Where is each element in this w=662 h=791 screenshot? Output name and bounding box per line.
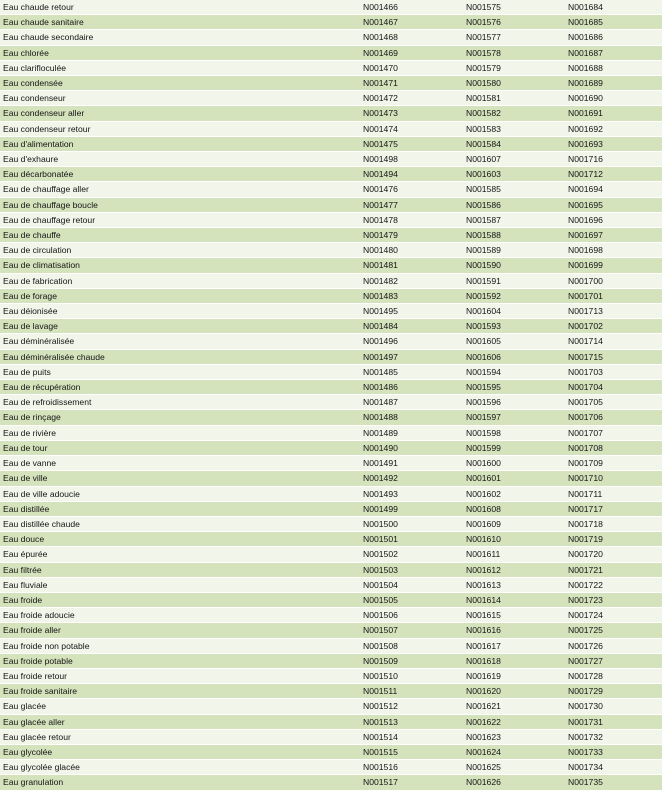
code-cell-2: N001586 [463,197,565,212]
code-cell-2: N001613 [463,577,565,592]
code-cell-3: N001692 [565,121,662,136]
code-cell-2: N001579 [463,60,565,75]
code-cell-1: N001515 [360,744,463,759]
table-row [0,562,662,577]
table-row [0,760,662,775]
code-cell-2: N001589 [463,243,565,258]
code-cell-1: N001488 [360,410,463,425]
fluid-name-cell: Eau froide aller [0,623,360,638]
code-cell-1: N001494 [360,167,463,182]
table-row [0,45,662,60]
code-cell-1: N001486 [360,380,463,395]
code-cell-1: N001472 [360,91,463,106]
table-row [0,714,662,729]
code-cell-2: N001606 [463,349,565,364]
fluid-name-cell: Eau chlorée [0,45,360,60]
code-cell-3: N001701 [565,288,662,303]
table-row [0,501,662,516]
code-cell-2: N001594 [463,364,565,379]
code-cell-1: N001469 [360,45,463,60]
code-cell-1: N001495 [360,304,463,319]
code-cell-1: N001475 [360,136,463,151]
code-cell-1: N001491 [360,456,463,471]
fluid-name-cell: Eau chaude sanitaire [0,15,360,30]
code-cell-2: N001615 [463,608,565,623]
code-cell-3: N001733 [565,744,662,759]
code-cell-1: N001490 [360,440,463,455]
code-cell-3: N001691 [565,106,662,121]
table-row [0,684,662,699]
code-cell-3: N001690 [565,91,662,106]
code-cell-3: N001706 [565,410,662,425]
code-cell-1: N001478 [360,212,463,227]
code-cell-2: N001600 [463,456,565,471]
code-cell-1: N001485 [360,364,463,379]
code-cell-2: N001611 [463,547,565,562]
code-cell-2: N001585 [463,182,565,197]
code-cell-1: N001516 [360,760,463,775]
table-row [0,638,662,653]
code-cell-1: N001492 [360,471,463,486]
table-row [0,744,662,759]
code-cell-3: N001684 [565,0,662,15]
fluid-name-cell: Eau de climatisation [0,258,360,273]
table-row [0,91,662,106]
code-cell-2: N001626 [463,775,565,790]
code-cell-2: N001603 [463,167,565,182]
table-row [0,668,662,683]
code-cell-3: N001713 [565,304,662,319]
fluid-name-cell: Eau de forage [0,288,360,303]
code-cell-3: N001723 [565,592,662,607]
fluid-name-cell: Eau condenseur retour [0,121,360,136]
code-cell-3: N001707 [565,425,662,440]
fluid-name-cell: Eau de rivière [0,425,360,440]
table-row [0,136,662,151]
code-cell-3: N001732 [565,729,662,744]
fluid-name-cell: Eau distillée chaude [0,516,360,531]
code-cell-3: N001724 [565,608,662,623]
fluid-name-cell: Eau fluviale [0,577,360,592]
code-cell-1: N001487 [360,395,463,410]
code-cell-2: N001624 [463,744,565,759]
code-cell-3: N001708 [565,440,662,455]
table-row [0,273,662,288]
fluid-name-cell: Eau froide potable [0,653,360,668]
table-row [0,608,662,623]
code-cell-2: N001578 [463,45,565,60]
code-cell-3: N001686 [565,30,662,45]
code-cell-3: N001719 [565,532,662,547]
code-cell-2: N001621 [463,699,565,714]
code-cell-2: N001618 [463,653,565,668]
code-cell-2: N001583 [463,121,565,136]
code-cell-3: N001725 [565,623,662,638]
code-cell-2: N001588 [463,228,565,243]
table-row [0,623,662,638]
code-cell-2: N001587 [463,212,565,227]
code-cell-1: N001509 [360,653,463,668]
fluid-name-cell: Eau froide adoucie [0,608,360,623]
code-cell-1: N001504 [360,577,463,592]
fluid-name-cell: Eau de rinçage [0,410,360,425]
fluid-name-cell: Eau douce [0,532,360,547]
fluid-name-cell: Eau de vanne [0,456,360,471]
table-row [0,121,662,136]
code-cell-2: N001623 [463,729,565,744]
table-row [0,319,662,334]
code-cell-3: N001716 [565,152,662,167]
table-row [0,60,662,75]
code-cell-1: N001498 [360,152,463,167]
fluid-name-cell: Eau glacée [0,699,360,714]
fluid-name-cell: Eau de puits [0,364,360,379]
fluid-name-cell: Eau de chauffage retour [0,212,360,227]
table-row [0,243,662,258]
code-cell-2: N001605 [463,334,565,349]
code-cell-1: N001484 [360,319,463,334]
code-cell-3: N001714 [565,334,662,349]
fluid-name-cell: Eau de ville [0,471,360,486]
code-cell-1: N001467 [360,15,463,30]
code-cell-1: N001470 [360,60,463,75]
code-cell-3: N001696 [565,212,662,227]
table-row [0,775,662,790]
table-row [0,440,662,455]
code-cell-1: N001466 [360,0,463,15]
code-cell-2: N001596 [463,395,565,410]
code-cell-1: N001473 [360,106,463,121]
fluid-name-cell: Eau déionisée [0,304,360,319]
code-cell-3: N001712 [565,167,662,182]
code-cell-1: N001468 [360,30,463,45]
code-cell-3: N001720 [565,547,662,562]
fluid-name-cell: Eau chaude retour [0,0,360,15]
fluid-name-cell: Eau déminéralisée chaude [0,349,360,364]
table-row [0,471,662,486]
code-cell-1: N001501 [360,532,463,547]
code-cell-3: N001718 [565,516,662,531]
table-row [0,197,662,212]
code-cell-1: N001480 [360,243,463,258]
fluid-name-cell: Eau de récupération [0,380,360,395]
code-cell-1: N001510 [360,668,463,683]
code-cell-1: N001513 [360,714,463,729]
code-cell-1: N001489 [360,425,463,440]
fluid-name-cell: Eau de chauffe [0,228,360,243]
code-cell-3: N001689 [565,76,662,91]
code-cell-2: N001584 [463,136,565,151]
code-cell-3: N001727 [565,653,662,668]
code-cell-2: N001625 [463,760,565,775]
fluid-name-cell: Eau froide retour [0,668,360,683]
code-cell-2: N001604 [463,304,565,319]
code-cell-3: N001702 [565,319,662,334]
fluid-name-cell: Eau de tour [0,440,360,455]
fluid-name-cell: Eau de circulation [0,243,360,258]
code-cell-1: N001476 [360,182,463,197]
code-cell-3: N001688 [565,60,662,75]
code-cell-1: N001507 [360,623,463,638]
code-cell-2: N001590 [463,258,565,273]
fluid-name-cell: Eau de lavage [0,319,360,334]
code-cell-3: N001717 [565,501,662,516]
code-cell-2: N001577 [463,30,565,45]
fluid-name-cell: Eau glacée aller [0,714,360,729]
code-cell-1: N001512 [360,699,463,714]
code-cell-3: N001698 [565,243,662,258]
table-row [0,410,662,425]
fluid-name-cell: Eau condenseur aller [0,106,360,121]
code-cell-2: N001581 [463,91,565,106]
code-cell-1: N001517 [360,775,463,790]
fluid-name-cell: Eau glycolée glacée [0,760,360,775]
code-cell-1: N001499 [360,501,463,516]
code-cell-2: N001616 [463,623,565,638]
code-cell-3: N001734 [565,760,662,775]
code-cell-3: N001703 [565,364,662,379]
table-row [0,76,662,91]
code-cell-2: N001607 [463,152,565,167]
code-cell-3: N001687 [565,45,662,60]
code-cell-2: N001595 [463,380,565,395]
table-row [0,425,662,440]
fluid-name-cell: Eau épurée [0,547,360,562]
table-row [0,288,662,303]
code-cell-2: N001622 [463,714,565,729]
code-cell-3: N001711 [565,486,662,501]
table-row [0,15,662,30]
code-cell-2: N001619 [463,668,565,683]
fluid-name-cell: Eau clarifloculée [0,60,360,75]
code-cell-2: N001597 [463,410,565,425]
code-cell-3: N001715 [565,349,662,364]
fluid-name-cell: Eau d'alimentation [0,136,360,151]
table-row [0,456,662,471]
code-cell-2: N001608 [463,501,565,516]
table-row [0,532,662,547]
code-cell-2: N001582 [463,106,565,121]
table-row [0,30,662,45]
code-cell-3: N001730 [565,699,662,714]
table-row [0,516,662,531]
code-cell-3: N001728 [565,668,662,683]
code-cell-3: N001710 [565,471,662,486]
fluid-name-cell: Eau de fabrication [0,273,360,288]
code-cell-3: N001694 [565,182,662,197]
table-row [0,334,662,349]
code-cell-1: N001511 [360,684,463,699]
code-cell-2: N001617 [463,638,565,653]
code-cell-3: N001709 [565,456,662,471]
code-cell-3: N001700 [565,273,662,288]
code-cell-1: N001508 [360,638,463,653]
fluid-name-cell: Eau décarbonatée [0,167,360,182]
code-cell-2: N001591 [463,273,565,288]
fluid-name-cell: Eau froide sanitaire [0,684,360,699]
code-cell-2: N001614 [463,592,565,607]
fluid-name-cell: Eau condenseur [0,91,360,106]
code-cell-1: N001503 [360,562,463,577]
code-cell-2: N001575 [463,0,565,15]
fluid-name-cell: Eau glacée retour [0,729,360,744]
fluid-name-cell: Eau chaude secondaire [0,30,360,45]
table-row [0,395,662,410]
code-cell-1: N001483 [360,288,463,303]
table-row [0,106,662,121]
code-cell-2: N001593 [463,319,565,334]
code-cell-3: N001705 [565,395,662,410]
table-row [0,0,662,15]
code-cell-2: N001598 [463,425,565,440]
table-row [0,364,662,379]
code-cell-3: N001695 [565,197,662,212]
code-cell-3: N001693 [565,136,662,151]
fluid-name-cell: Eau granulation [0,775,360,790]
code-cell-1: N001496 [360,334,463,349]
code-cell-1: N001477 [360,197,463,212]
code-cell-3: N001699 [565,258,662,273]
code-cell-1: N001505 [360,592,463,607]
fluid-name-cell: Eau distillée [0,501,360,516]
table-row [0,258,662,273]
table-row [0,167,662,182]
code-cell-2: N001610 [463,532,565,547]
code-cell-3: N001697 [565,228,662,243]
table-row [0,592,662,607]
code-cell-3: N001726 [565,638,662,653]
code-cell-1: N001502 [360,547,463,562]
code-cell-3: N001729 [565,684,662,699]
code-cell-3: N001685 [565,15,662,30]
code-cell-2: N001580 [463,76,565,91]
table-row [0,547,662,562]
fluid-name-cell: Eau froide non potable [0,638,360,653]
fluid-name-cell: Eau de chauffage aller [0,182,360,197]
code-cell-2: N001612 [463,562,565,577]
code-cell-2: N001609 [463,516,565,531]
code-cell-2: N001592 [463,288,565,303]
table-row [0,304,662,319]
table-row [0,152,662,167]
table-row [0,699,662,714]
code-cell-1: N001482 [360,273,463,288]
code-cell-3: N001722 [565,577,662,592]
code-cell-1: N001481 [360,258,463,273]
table-row [0,349,662,364]
table-row [0,486,662,501]
code-cell-2: N001602 [463,486,565,501]
fluid-name-cell: Eau froide [0,592,360,607]
fluid-name-cell: Eau déminéralisée [0,334,360,349]
code-cell-3: N001731 [565,714,662,729]
fluid-name-cell: Eau de ville adoucie [0,486,360,501]
fluid-name-cell: Eau condensée [0,76,360,91]
code-cell-3: N001704 [565,380,662,395]
code-cell-1: N001474 [360,121,463,136]
code-cell-3: N001721 [565,562,662,577]
code-cell-1: N001493 [360,486,463,501]
table-row [0,182,662,197]
code-cell-1: N001479 [360,228,463,243]
code-cell-1: N001497 [360,349,463,364]
fluid-name-cell: Eau de chauffage boucle [0,197,360,212]
code-cell-2: N001601 [463,471,565,486]
code-cell-2: N001576 [463,15,565,30]
code-cell-2: N001599 [463,440,565,455]
table-row [0,653,662,668]
code-cell-3: N001735 [565,775,662,790]
table-row [0,577,662,592]
table-row [0,380,662,395]
fluid-name-cell: Eau d'exhaure [0,152,360,167]
code-cell-1: N001500 [360,516,463,531]
code-cell-1: N001471 [360,76,463,91]
code-cell-1: N001514 [360,729,463,744]
code-cell-1: N001506 [360,608,463,623]
table-row [0,212,662,227]
fluid-name-cell: Eau glycolée [0,744,360,759]
table-row [0,729,662,744]
fluid-name-cell: Eau filtrée [0,562,360,577]
table-row [0,228,662,243]
code-cell-2: N001620 [463,684,565,699]
fluid-name-cell: Eau de refroidissement [0,395,360,410]
